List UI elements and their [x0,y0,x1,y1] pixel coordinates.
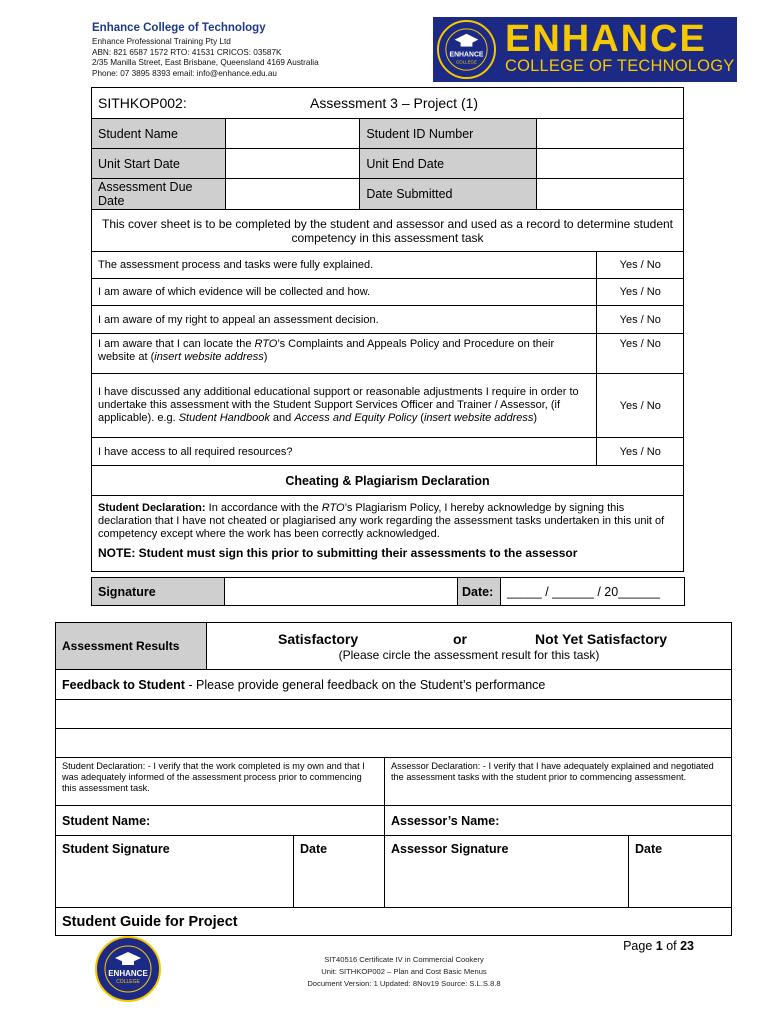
or-text: or [453,631,467,647]
footer-version: Document Version: 1 Updated: 8Nov19 Source: S.L.S.8.8 [307,979,501,988]
logo-subtitle: COLLEGE OF TECHNOLOGY [505,57,735,75]
seal-label: ENHANCE [449,51,484,59]
cover-title-row [92,88,684,119]
footer-seal-label: ENHANCE [108,969,148,978]
submitted-field[interactable] [537,179,684,210]
logo-wordmark: ENHANCE [505,18,707,60]
feedback-line[interactable] [56,700,732,729]
date-field[interactable]: _____ / ______ / 20______ [501,578,685,606]
checklist-item: I am aware that I can locate the RTO’s Complaints and Appeals Policy and Procedure on their website at (insert website address) [92,334,597,374]
unit-start-field[interactable] [225,149,360,179]
student-declaration-text: Student Declaration: In accordance with the RTO’s Plagiarism Policy, I hereby acknowledge by signing this declaration that I have not cheated or plagiarised any work regarding the assessment tasks undertaken in this unit of competency except where the work has been correctly acknowledged. [98,502,665,540]
yes-no-option[interactable]: Yes / No [597,252,684,279]
unit-start-label: Unit Start Date [92,149,226,179]
not-satisfactory-option[interactable]: Not Yet Satisfactory [535,631,668,647]
unit-code: SITHKOP002: [98,95,187,111]
student-declaration-block [92,496,684,572]
seal-sub-label: COLLEGE [456,59,477,65]
yes-no-option[interactable]: Yes / No [597,374,684,438]
checklist-item: I am aware of my right to appeal an assessment decision. [92,306,597,334]
assessment-results-label: Assessment Results [56,623,207,670]
unit-end-label: Unit End Date [360,149,537,179]
college-logo [433,17,737,82]
signature-label: Signature [92,578,225,606]
checklist-item: I am aware of which evidence will be collected and how. [92,279,597,306]
college-seal-icon [437,20,496,79]
submitted-label: Date Submitted [360,179,537,210]
yes-no-option[interactable]: Yes / No [597,279,684,306]
checklist-item: The assessment process and tasks were fully explained. [92,252,597,279]
company-name: Enhance Professional Training Pty Ltd [92,37,231,46]
assessor-name-label[interactable]: Assessor’s Name: [385,806,732,836]
unit-end-field[interactable] [537,149,684,179]
assessment-results-table [55,622,732,936]
date-label: Date: [458,578,501,606]
college-header [92,22,422,79]
feedback-line[interactable] [56,729,732,758]
footer-unit: Unit: SITHKOP002 – Plan and Cost Basic Menus [321,967,487,976]
submission-note: NOTE: Student must sign this prior to submitting their assessments to the assessor [98,546,578,560]
college-contact: Phone: 07 3895 8393 email: info@enhance.edu.au [92,68,277,78]
student-guide-heading: Student Guide for Project [56,908,732,936]
signature-field[interactable] [225,578,458,606]
college-address: 2/35 Manilla Street, East Brisbane, Queensland 4169 Australia [92,58,319,68]
student-name-label: Student Name [92,119,226,149]
assessment-title: Assessment 3 – Project (1) [310,95,479,111]
student-name-signoff-label[interactable]: Student Name: [56,806,385,836]
college-name: Enhance College of Technology [92,22,266,34]
student-signature-box[interactable]: Student Signature [56,836,294,908]
footer-seal-icon [95,936,161,1002]
student-id-field[interactable] [537,119,684,149]
yes-no-option[interactable]: Yes / No [597,306,684,334]
assessor-signature-box[interactable]: Assessor Signature [385,836,629,908]
yes-no-option[interactable]: Yes / No [597,334,684,374]
student-id-label: Student ID Number [360,119,537,149]
assessor-date-box[interactable]: Date [629,836,732,908]
plagiarism-heading: Cheating & Plagiarism Declaration [92,466,684,496]
footer-course: SIT40516 Certificate IV in Commercial Cookery [324,955,484,964]
student-name-field[interactable] [225,119,360,149]
cover-intro: This cover sheet is to be completed by the student and assessor and used as a record to determine student competency in this assessment task [92,210,684,252]
student-date-box[interactable]: Date [294,836,385,908]
checklist-item: I have access to all required resources? [92,438,597,466]
footer-seal-sub-label: COLLEGE [116,979,140,985]
signature-table [91,577,685,606]
due-date-label: Assessment Due Date [92,179,226,210]
circle-note: (Please circle the assessment result for this task) [338,648,600,662]
registration-ids: ABN: 821 6587 1572 RTO: 41531 CRICOS: 03587K [92,47,282,57]
cover-sheet-table [91,87,684,572]
student-verification: Student Declaration: - I verify that the work completed is my own and that I was adequately informed of the assessment process prior to commencing this assessment task. [56,758,385,806]
page-number: Page 1 of 23 [623,939,694,953]
yes-no-option[interactable]: Yes / No [597,438,684,466]
due-date-field[interactable] [225,179,360,210]
feedback-heading: Feedback to Student - Please provide general feedback on the Student’s performance [56,670,732,700]
assessor-verification: Assessor Declaration: - I verify that I have adequately explained and negotiated the assessment tasks with the student prior to commencing assessment. [385,758,732,806]
checklist-item: I have discussed any additional educational support or reasonable adjustments I require in order to undertake this assessment with the Student Support Services Officer and Trainer / Assessor, (if applicable). e.g. Student Handbook and Access and Equity Policy (insert website address) [92,374,597,438]
result-options [207,623,732,670]
satisfactory-option[interactable]: Satisfactory [278,631,359,647]
